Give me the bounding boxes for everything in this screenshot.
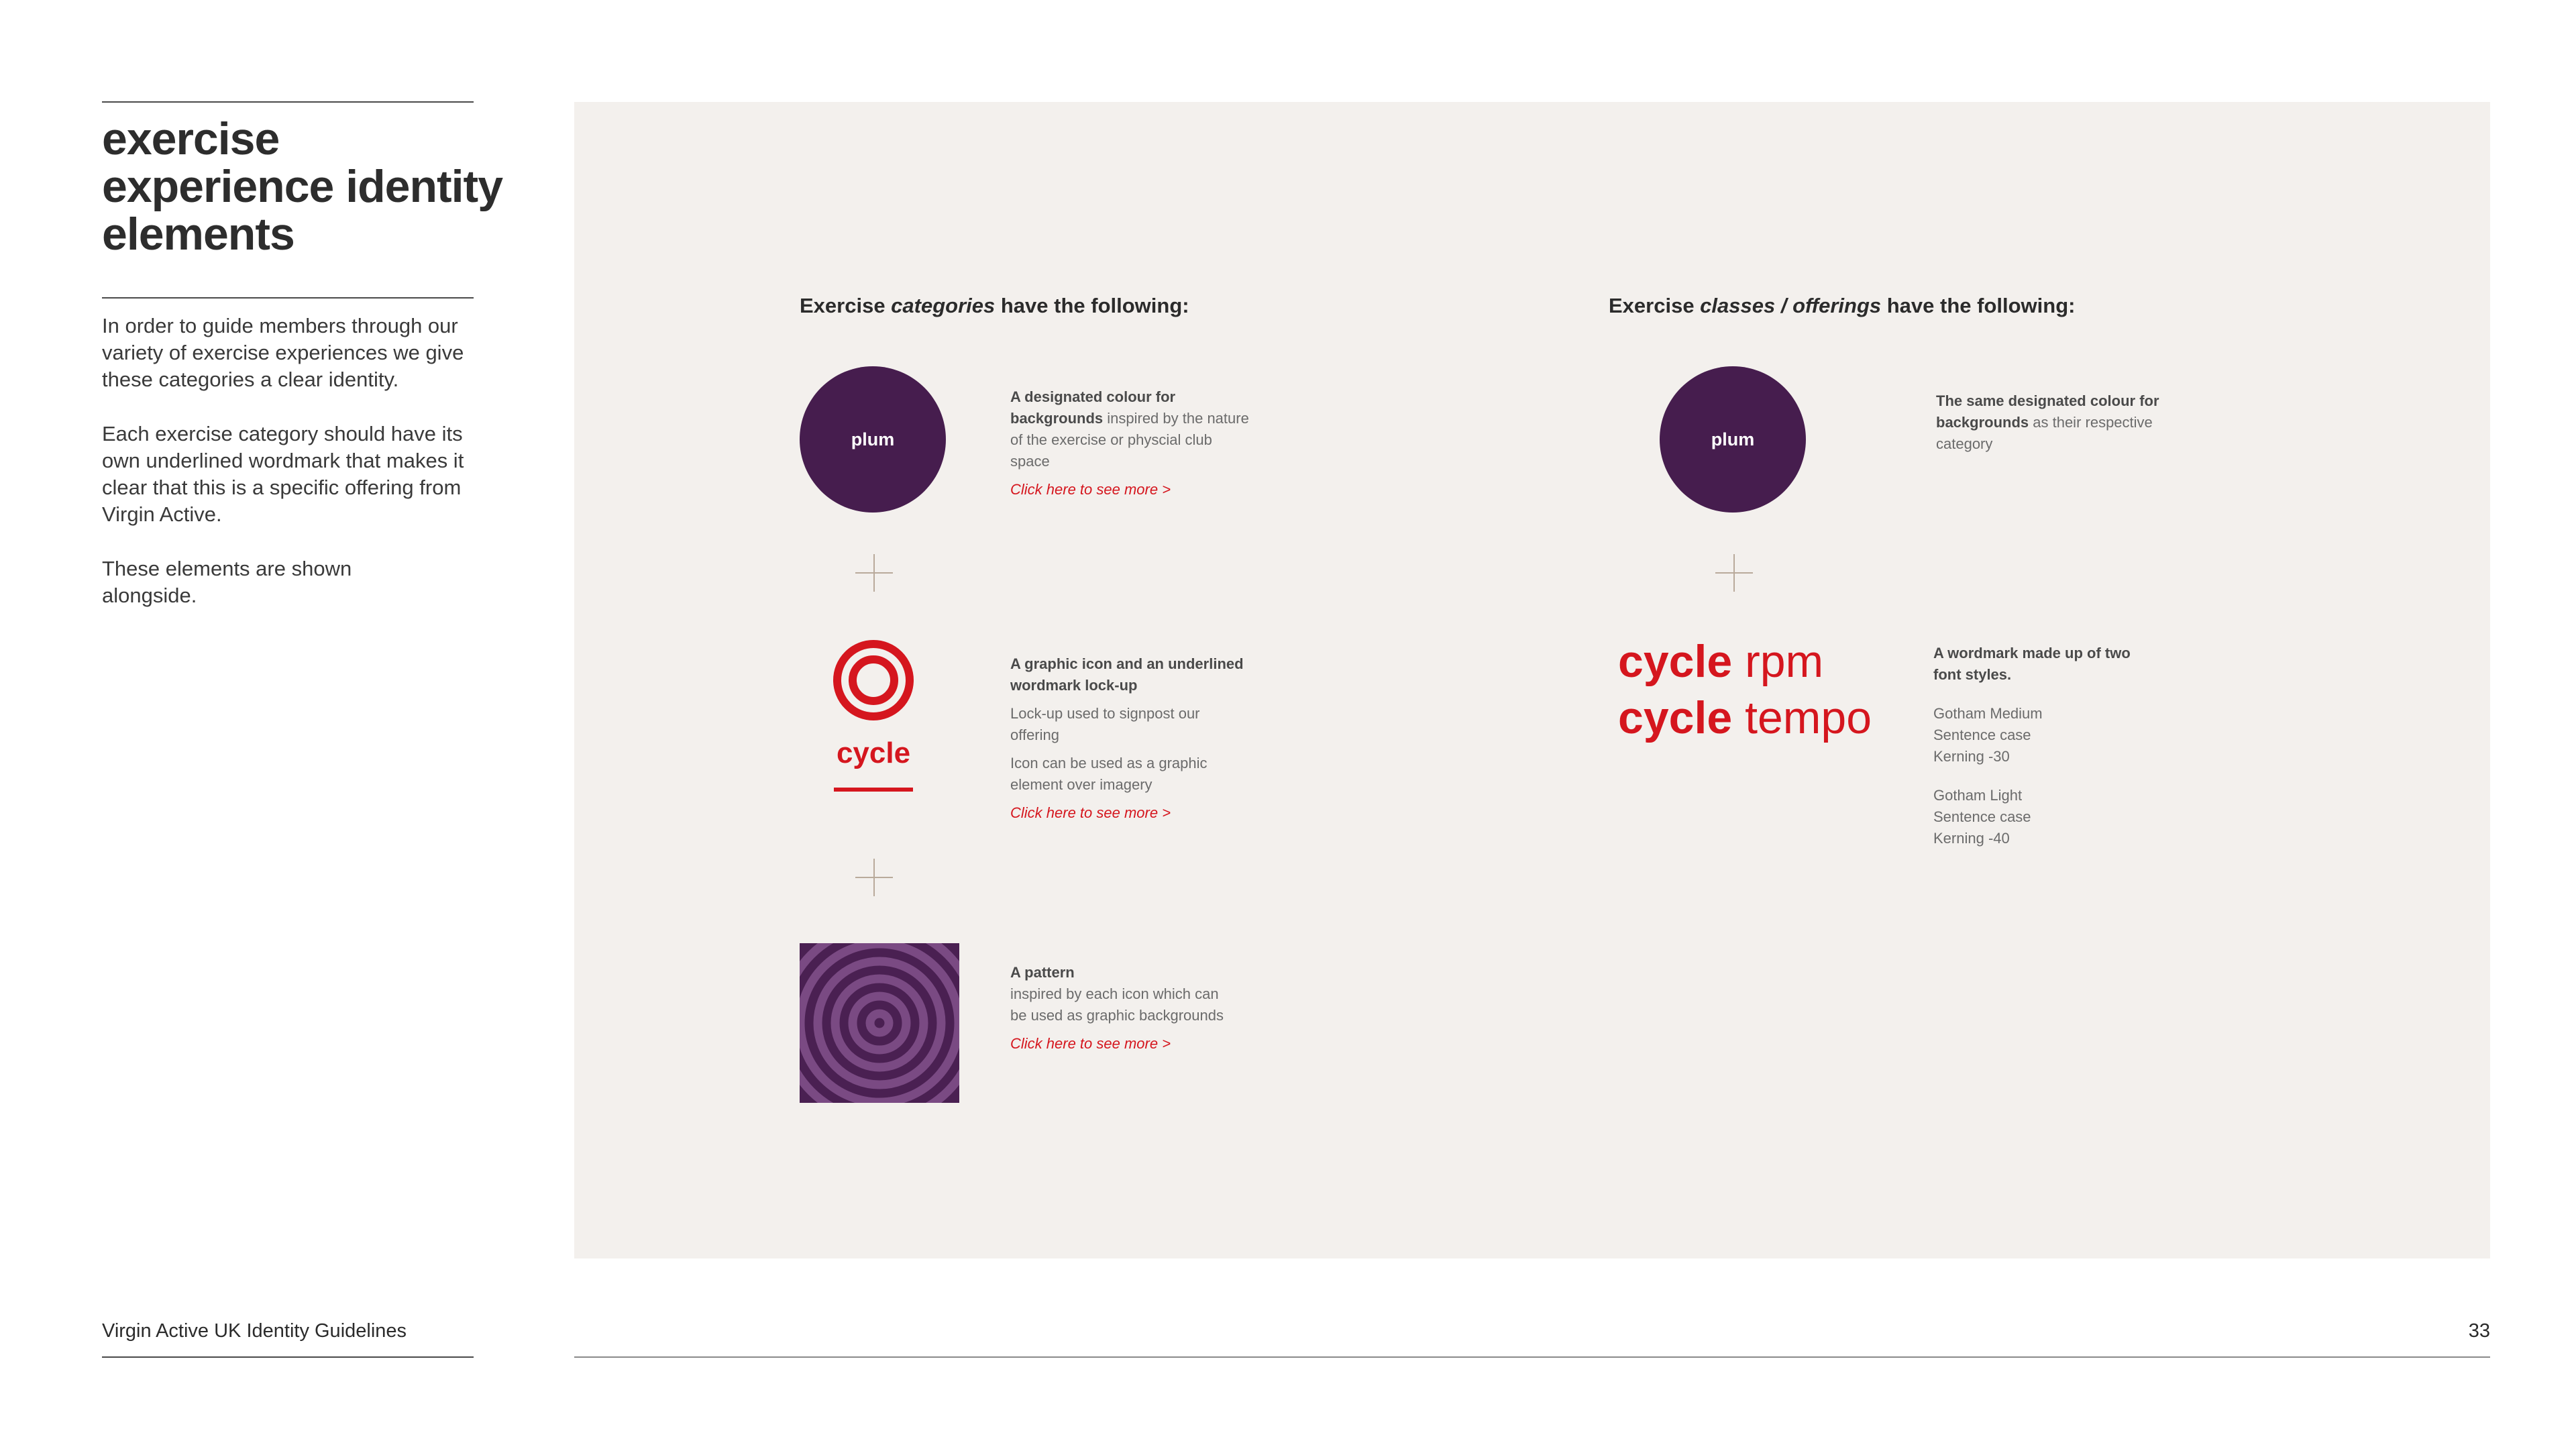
classes-heading: Exercise classes / offerings have the following:	[1609, 294, 2076, 317]
pattern-see-more-link[interactable]: Click here to see more >	[1010, 1035, 1171, 1052]
plus-icon	[1715, 554, 1753, 592]
wordmark-cycle-rpm: cycle rpm	[1618, 636, 1824, 687]
font-spec-2: Gotham Light Sentence case Kerning -40	[1933, 787, 2031, 847]
plus-icon	[855, 554, 893, 592]
colour-description: A designated colour for backgrounds inspired by the nature of the exercise or physcial club space Click here to see more >	[1010, 386, 1252, 500]
swatch-label: plum	[851, 429, 895, 449]
page-number: 33	[2468, 1320, 2490, 1342]
plum-colour-swatch	[800, 366, 946, 513]
intro-paragraph-3: These elements are shown alongside.	[102, 557, 352, 607]
classes-colour-description: The same designated colour for backgrounds as their respective category	[1936, 392, 2159, 452]
footer-left-rule	[102, 1356, 474, 1358]
plum-colour-swatch	[1660, 366, 1806, 513]
wordmark-underline	[834, 788, 913, 792]
class-wordmarks	[1618, 633, 1872, 746]
pattern-description: A pattern inspired by each icon which can be used as graphic backgrounds Click here to see more >	[1010, 962, 1238, 1055]
icon-see-more-link[interactable]: Click here to see more >	[1010, 804, 1171, 821]
intro-text	[102, 313, 491, 637]
intro-paragraph-1: In order to guide members through our variety of exercise experiences we give these categories a clear identity.	[102, 314, 464, 391]
wordmark-cycle-tempo: cycle tempo	[1618, 692, 1872, 743]
icon-description: A graphic icon and an underlined wordmark lock-up Lock-up used to signpost our offering Icon can be used as a graphic element over imagery Click here to see more >	[1010, 653, 1292, 824]
title-top-rule	[102, 101, 474, 103]
page-title: exercise experience identity elements	[102, 113, 503, 260]
font-spec-1: Gotham Medium Sentence case Kerning -30	[1933, 705, 2043, 765]
intro-paragraph-2: Each exercise category should have its own underlined wordmark that makes it clear that this is a specific offering from Virgin Active.	[102, 422, 464, 526]
wordmark-description: A wordmark made up of two font styles. Gotham Medium Sentence case Kerning -30 Gotham Light Sentence case Kerning -40	[1933, 643, 2135, 849]
colour-see-more-link[interactable]: Click here to see more >	[1010, 481, 1171, 498]
title-bottom-rule	[102, 297, 474, 299]
cycle-target-icon	[832, 639, 915, 722]
plus-icon	[855, 859, 893, 896]
footer-right-rule	[574, 1356, 2490, 1358]
concentric-pattern-swatch	[800, 943, 959, 1103]
cycle-wordmark: cycle	[836, 737, 911, 769]
swatch-label: plum	[1711, 429, 1755, 449]
categories-heading: Exercise categories have the following:	[800, 294, 1189, 317]
footer-doc-title: Virgin Active UK Identity Guidelines	[102, 1320, 407, 1342]
